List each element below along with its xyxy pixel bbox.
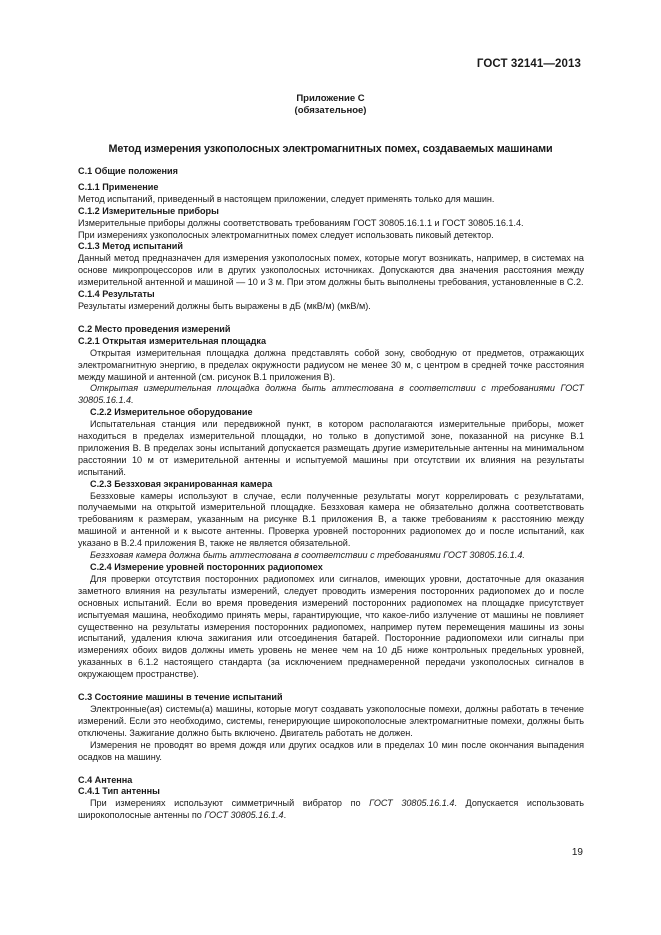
page-number: 19 [571,847,583,858]
section-c3-text-2: Измерения не проводят во время дождя или других осадков или в пределах 10 мин после окончания выпадения осадков на машину. [78,739,584,762]
section-c1-4-heading: С.1.4 Результаты [78,289,155,300]
section-c4-heading: С.4 Антенна [78,774,133,785]
section-c4-1-text [78,798,584,822]
content-body [78,166,584,822]
section-c1-2-text-1: Измерительные приборы должны соответствовать требованиям ГОСТ 30805.16.1.1 и ГОСТ 30805.16.1.4. [78,217,524,228]
standard-reference: ГОСТ 30805.16.1.4 [204,810,284,821]
section-c2-4-heading: С.2.4 Измерение уровней посторонних радиопомех [90,562,323,572]
section-c2-3-text: Беззховые камеры используют в случае, если полученные результаты могут коррелировать с результатами, получаемыми на открытой измерительной площадке. Беззховая камера не обязательно должна соответствовать требованиям к размерам, указанным на рисунке В.1 приложения В, а также требованиям к расстоянию между машиной и антенной и к высоте антенны. Проверка уровней посторонних радиопомех до и после испытаний, как указано в В.2.4 приложения В, также не является обязательной. [78,490,584,549]
section-c2-4-text: Для проверки отсутствия посторонних радиопомех или сигналов, имеющих уровни, достаточные для оказания заметного влияния на результаты измерений, следует проводить измерения посторонних радиопомех до и после основных испытаний. Если во время проведения измерений посторонних радиопомех на площадке присутствует испытуемая машина, необходимо принять меры, гарантирующие, что какое-либо излучение от машины не повлияет существенно на результаты измерения посторонних радиопомех, например путем перемещения машины из зоны испытаний, удаления ключа зажигания или отсоединения батарей. Посторонние радиопомехи или сигналы при измерениях обоих видов должны иметь уровень не менее чем на 10 дБ ниже контрольных предельных уровней, указанных в 6.1.2 настоящего стандарта (за исключением преднамеренной передачи узкополосных сигналов в окружающем пространстве). [78,573,584,680]
section-c3-text-1: Электронные(ая) системы(а) машины, которые могут создавать узкополосные помехи, должны работать в течение измерений. Если это необходимо, системы, генерирующие широкополосные электромагнитные помехи, должны быть отключены. Зажигание должно быть включено. Двигатель работать не должен. [78,703,584,738]
section-c1-1-text: Метод испытаний, приведенный в настоящем приложении, следует применять только для машин. [78,193,495,204]
section-c2-2-heading: С.2.2 Измерительное оборудование [90,407,253,418]
main-title: Метод измерения узкополосных электромагнитных помех, создаваемых машинами [108,143,553,155]
section-c2-3-note: Беззховая камера должна быть аттестована в соответствии с требованиями ГОСТ 30805.16.1.4. [90,550,525,561]
section-c2-heading: С.2 Место проведения измерений [78,323,231,334]
section-c2-1-text: Открытая измерительная площадка должна представлять собой зону, свободную от предметов, отражающих электромагнитную энергию, в пределах окружности радиусом не менее 30 м, с центром в средней точке расстояния между машиной и антенной (см. рисунок В.1 приложения В). [78,347,584,382]
standard-header: ГОСТ 32141—2013 [476,58,581,70]
section-c1-4-text: Результаты измерений должны быть выражены в дБ (мкВ/м) (мкВ/м). [78,300,371,311]
section-c1-2-text-2: При измерениях узкополосных электромагнитных помех следует использовать пиковый детектор. [78,229,494,240]
section-c1-3-heading: С.1.3 Метод испытаний [78,241,183,252]
section-c1-3-text: Данный метод предназначен для измерения узкополосных помех, которые могут возникать, например, в системах на основе микропроцессоров или в других узкополосных источниках. Допускаются два значения расстояния между измерительной антенной и машиной — 10 и 3 м. При этом должны быть выполнены требования, установленные в С.2. [78,253,584,288]
section-c4-1-text-a: При измерениях используют симметричный вибратор по [90,798,370,809]
section-c3-heading: С.3 Состояние машины в течение испытаний [78,692,283,703]
appendix-status: (обязательное) [294,105,367,116]
section-c2-3-heading: С.2.3 Беззховая экранированная камера [90,478,273,489]
section-c4-1-heading: С.4.1 Тип антенны [78,786,160,797]
standard-reference: ГОСТ 30805.16.1.4 [369,798,455,809]
section-c2-1-heading: С.2.1 Открытая измерительная площадка [78,335,267,346]
section-c2-2-text: Испытательная станция или передвижной пункт, в котором располагаются измерительные приборы, может находиться в пределах измерительной площадки, но только в допустимой зоне, показанной на рисунке В.1 приложения В. В пределах зоны испытаний допускается размещать другие измерительные антенны на минимальном расстоянии 10 м от измерительной антенны и испытуемой машины при отсутствии их влияния на результаты испытаний. [78,419,584,477]
section-c4-1-text-c: . [283,810,287,821]
section-c2-1-note: Открытая измерительная площадка должна быть аттестована в соответствии с требованиями ГОСТ 30805.16.1.4. [78,383,584,406]
section-c1-1-heading: С.1.1 Применение [78,181,159,192]
section-c1-heading: С.1 Общие положения [78,166,178,176]
appendix-heading [0,93,661,117]
section-c4-1-text-b: . Допускается использовать широкополосные антенны по [78,798,584,821]
section-c1-2-heading: С.1.2 Измерительные приборы [78,205,219,216]
appendix-title: Приложение С [296,93,365,104]
